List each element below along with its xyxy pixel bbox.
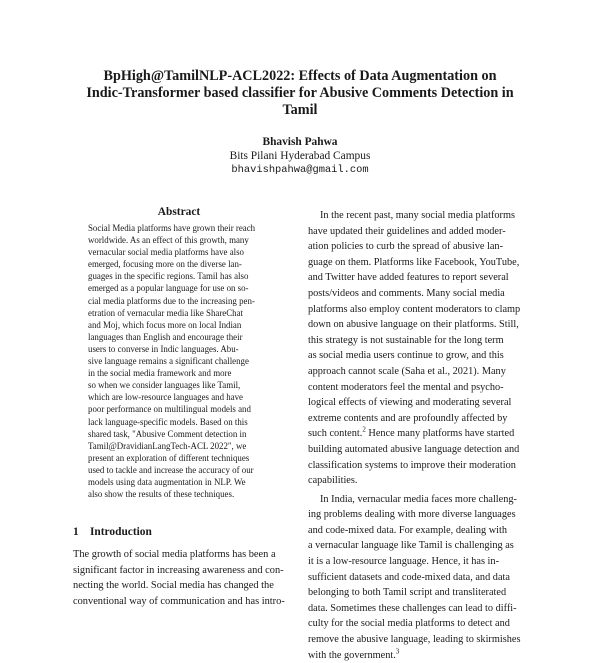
footnote-marker[interactable]: 3 bbox=[395, 647, 400, 656]
abstract-line: shared task, "Abusive Comment detection in bbox=[88, 428, 247, 439]
paragraph-line bbox=[308, 648, 530, 663]
author-email: bhavishpahwa@gmail.com bbox=[231, 164, 369, 176]
abstract-heading: Abstract bbox=[157, 206, 201, 218]
abstract-line: lack language-specific models. Based on this bbox=[88, 416, 248, 427]
abstract-line: users to converse in Indic languages. Abu- bbox=[88, 343, 239, 354]
paragraph-line: In the recent past, many social media platforms bbox=[320, 210, 516, 221]
paragraph-line: and Twitter have added features to report several bbox=[308, 272, 509, 284]
intro-line: significant factor in increasing awareness and con- bbox=[73, 564, 284, 576]
paragraph-line: platforms also employ content moderators to clamp bbox=[308, 303, 521, 315]
paragraph-line: data. Sometimes these challenges can lead to diffi- bbox=[308, 602, 517, 614]
abstract-line: emerged as a popular language for use on so- bbox=[88, 283, 249, 294]
paragraph-line: as social media users continue to grow, and this bbox=[308, 350, 504, 362]
intro-line: The growth of social media platforms has been a bbox=[73, 549, 276, 560]
footnote-text: with the government. bbox=[308, 649, 396, 661]
paragraph-line: remove the abusive language, leading to skirmishes bbox=[308, 634, 521, 646]
abstract-line: Social Media platforms have grown their reach bbox=[88, 223, 256, 233]
abstract-line: worldwide. As an effect of this growth, many bbox=[88, 235, 249, 246]
footnote-text: such content. bbox=[308, 428, 363, 440]
paragraph-line: approach cannot scale (Saha et al., 2021). Many bbox=[308, 365, 506, 377]
abstract-line: in the social media framework and more bbox=[88, 368, 232, 379]
footnote-text: Hence many platforms have started bbox=[365, 428, 515, 440]
title-line: BpHigh@TamilNLP-ACL2022: Effects of Data Augmentation on bbox=[103, 68, 497, 84]
intro-line: necting the world. Social media has changed the bbox=[73, 580, 274, 591]
paragraph-line: ation policies to curb the spread of abusive lan- bbox=[308, 241, 504, 253]
abstract-line: vernacular social media platforms have also bbox=[88, 247, 244, 258]
author-name: Bhavish Pahwa bbox=[262, 136, 338, 148]
paragraph-line: content moderators feel the mental and psycho- bbox=[308, 381, 504, 393]
section-title: Introduction bbox=[90, 526, 152, 538]
paragraph-line: culty for the social media platforms to detect and bbox=[308, 618, 510, 630]
paragraph-line: extreme contents and are profoundly affected by bbox=[308, 412, 508, 424]
paragraph-line: down on abusive language on their platforms. Still, bbox=[308, 319, 519, 331]
abstract-line: etration of vernacular media like ShareChat bbox=[88, 307, 244, 318]
paragraph-line: building automated abusive language detection and bbox=[308, 443, 520, 455]
abstract-line: cial media platforms due to the increasing pen- bbox=[88, 295, 255, 306]
intro-line: conventional way of communication and has intro- bbox=[73, 595, 285, 607]
right-column-body bbox=[308, 208, 530, 663]
paragraph-line: capabilities. bbox=[308, 475, 358, 487]
paragraph-line: belonging to both Tamil script and transliterated bbox=[308, 587, 507, 599]
paragraph-line: it is a low-resource language. Hence, it has in- bbox=[308, 556, 499, 568]
abstract-line: so when we consider languages like Tamil, bbox=[88, 380, 241, 391]
footnote-marker[interactable]: 2 bbox=[362, 426, 366, 434]
paragraph-line: sufficient datasets and code-mixed data, and data bbox=[308, 571, 510, 583]
paragraph-line: a vernacular language like Tamil is challenging as bbox=[308, 540, 514, 552]
paragraph-line: guage on them. Platforms like Facebook, YouTube, bbox=[308, 256, 520, 268]
abstract-line: poor performance on multilingual models and bbox=[88, 404, 251, 415]
title-line: Tamil bbox=[282, 102, 318, 118]
section-heading-introduction bbox=[73, 526, 152, 538]
paragraph-line: ing problems dealing with more diverse languages bbox=[308, 509, 516, 521]
paper-title bbox=[60, 68, 540, 119]
abstract-line: also show the results of these techniques. bbox=[88, 489, 235, 500]
abstract-line: languages than English and encourage their bbox=[88, 331, 243, 342]
paragraph-line: classification systems to improve their moderation bbox=[308, 459, 516, 471]
section-number: 1 bbox=[73, 526, 79, 538]
abstract-line: used to tackle and increase the accuracy of our bbox=[88, 464, 254, 475]
paragraph-line bbox=[308, 426, 530, 442]
abstract-line: Tamil@DravidianLangTech-ACL 2022", we bbox=[88, 440, 247, 451]
paragraph-line: and code-mixed data. For example, dealing with bbox=[308, 524, 508, 536]
abstract-line: models using data augmentation in NLP. We bbox=[88, 476, 246, 487]
paragraph-line: In India, vernacular media faces more challeng- bbox=[320, 493, 517, 505]
abstract-line: emerged, focusing more on the diverse lan- bbox=[88, 259, 242, 270]
abstract-line: which are low-resource languages and have bbox=[88, 392, 243, 403]
paragraph-line: this strategy is not sustainable for the long term bbox=[308, 334, 504, 346]
paragraph-line: logical effects of viewing and moderating several bbox=[308, 397, 512, 409]
abstract-line: sive language remains a significant challenge bbox=[88, 356, 249, 367]
paragraph-line: posts/videos and comments. Many social media bbox=[308, 287, 505, 299]
abstract-line: guages in the specific regions. Tamil has also bbox=[88, 271, 249, 282]
abstract-line: and Moj, which focus more on local Indian bbox=[88, 319, 242, 330]
author-affiliation: Bits Pilani Hyderabad Campus bbox=[229, 150, 371, 162]
abstract-line: present an exploration of different techniques bbox=[88, 452, 250, 463]
title-line: Indic-Transformer based classifier for Abusive Comments Detection in bbox=[86, 85, 514, 101]
abstract-body bbox=[88, 222, 276, 500]
paragraph-line: have updated their guidelines and added moder- bbox=[308, 225, 506, 237]
